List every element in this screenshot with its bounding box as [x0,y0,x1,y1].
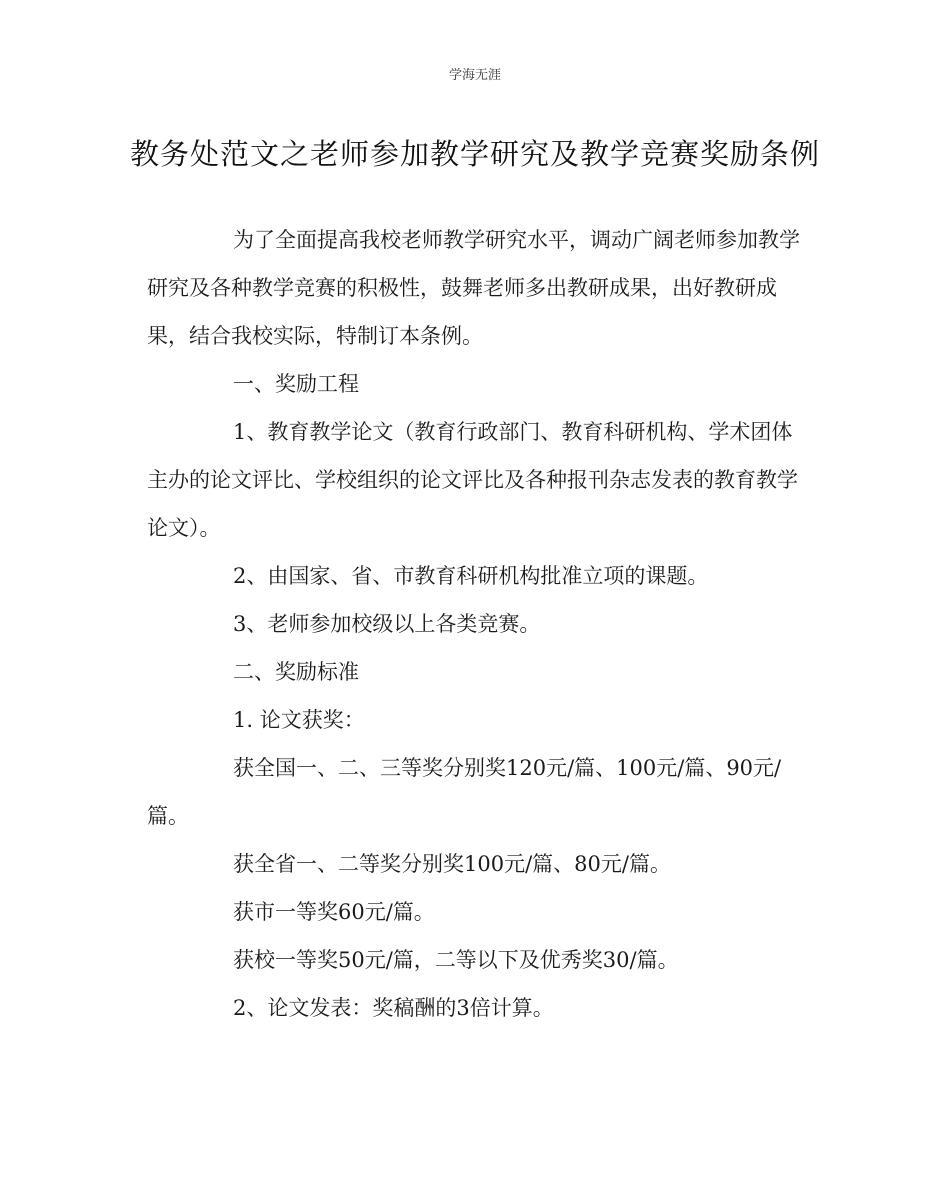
item-1-paragraph: 1、教育教学论文（教育行政部门、教育科研机构、学术团体主办的论文评比、学校组织的论文评比及各种报刊杂志发表的教育教学论文）。 [147,420,798,540]
intro-paragraph: 为了全面提高我校老师教学研究水平，调动广阔老师参加教学研究及各种教学竞赛的积极性，鼓舞老师多出教研成果，出好教研成果，结合我校实际，特制订本条例。 [147,228,800,348]
city-award-paragraph: 获市一等奖60元/篇。 [233,900,435,924]
provincial-award-paragraph: 获全省一、二等奖分别奖100元/篇、80元/篇。 [233,852,671,876]
item-2-paragraph: 2、由国家、省、市教育科研机构批准立项的课题。 [233,564,709,588]
document-body [147,216,807,1032]
section-heading-standards: 二、奖励标准 [233,660,359,684]
school-award-paragraph: 获校一等奖50元/篇，二等以下及优秀奖30/篇。 [233,948,679,972]
document-title: 教务处范文之老师参加教学研究及教学竞赛奖励条例 [129,137,820,171]
standard-1-heading: 1. 论文获奖： [233,708,365,732]
item-3-paragraph: 3、老师参加校级以上各类竞赛。 [233,612,541,636]
publication-paragraph: 2、论文发表：奖稿酬的3倍计算。 [233,996,554,1020]
page-header: 学海无涯 [448,68,501,83]
section-heading-items: 一、奖励工程 [233,372,359,396]
national-award-paragraph: 获全国一、二、三等奖分别奖120元/篇、100元/篇、90元/篇。 [147,756,782,828]
